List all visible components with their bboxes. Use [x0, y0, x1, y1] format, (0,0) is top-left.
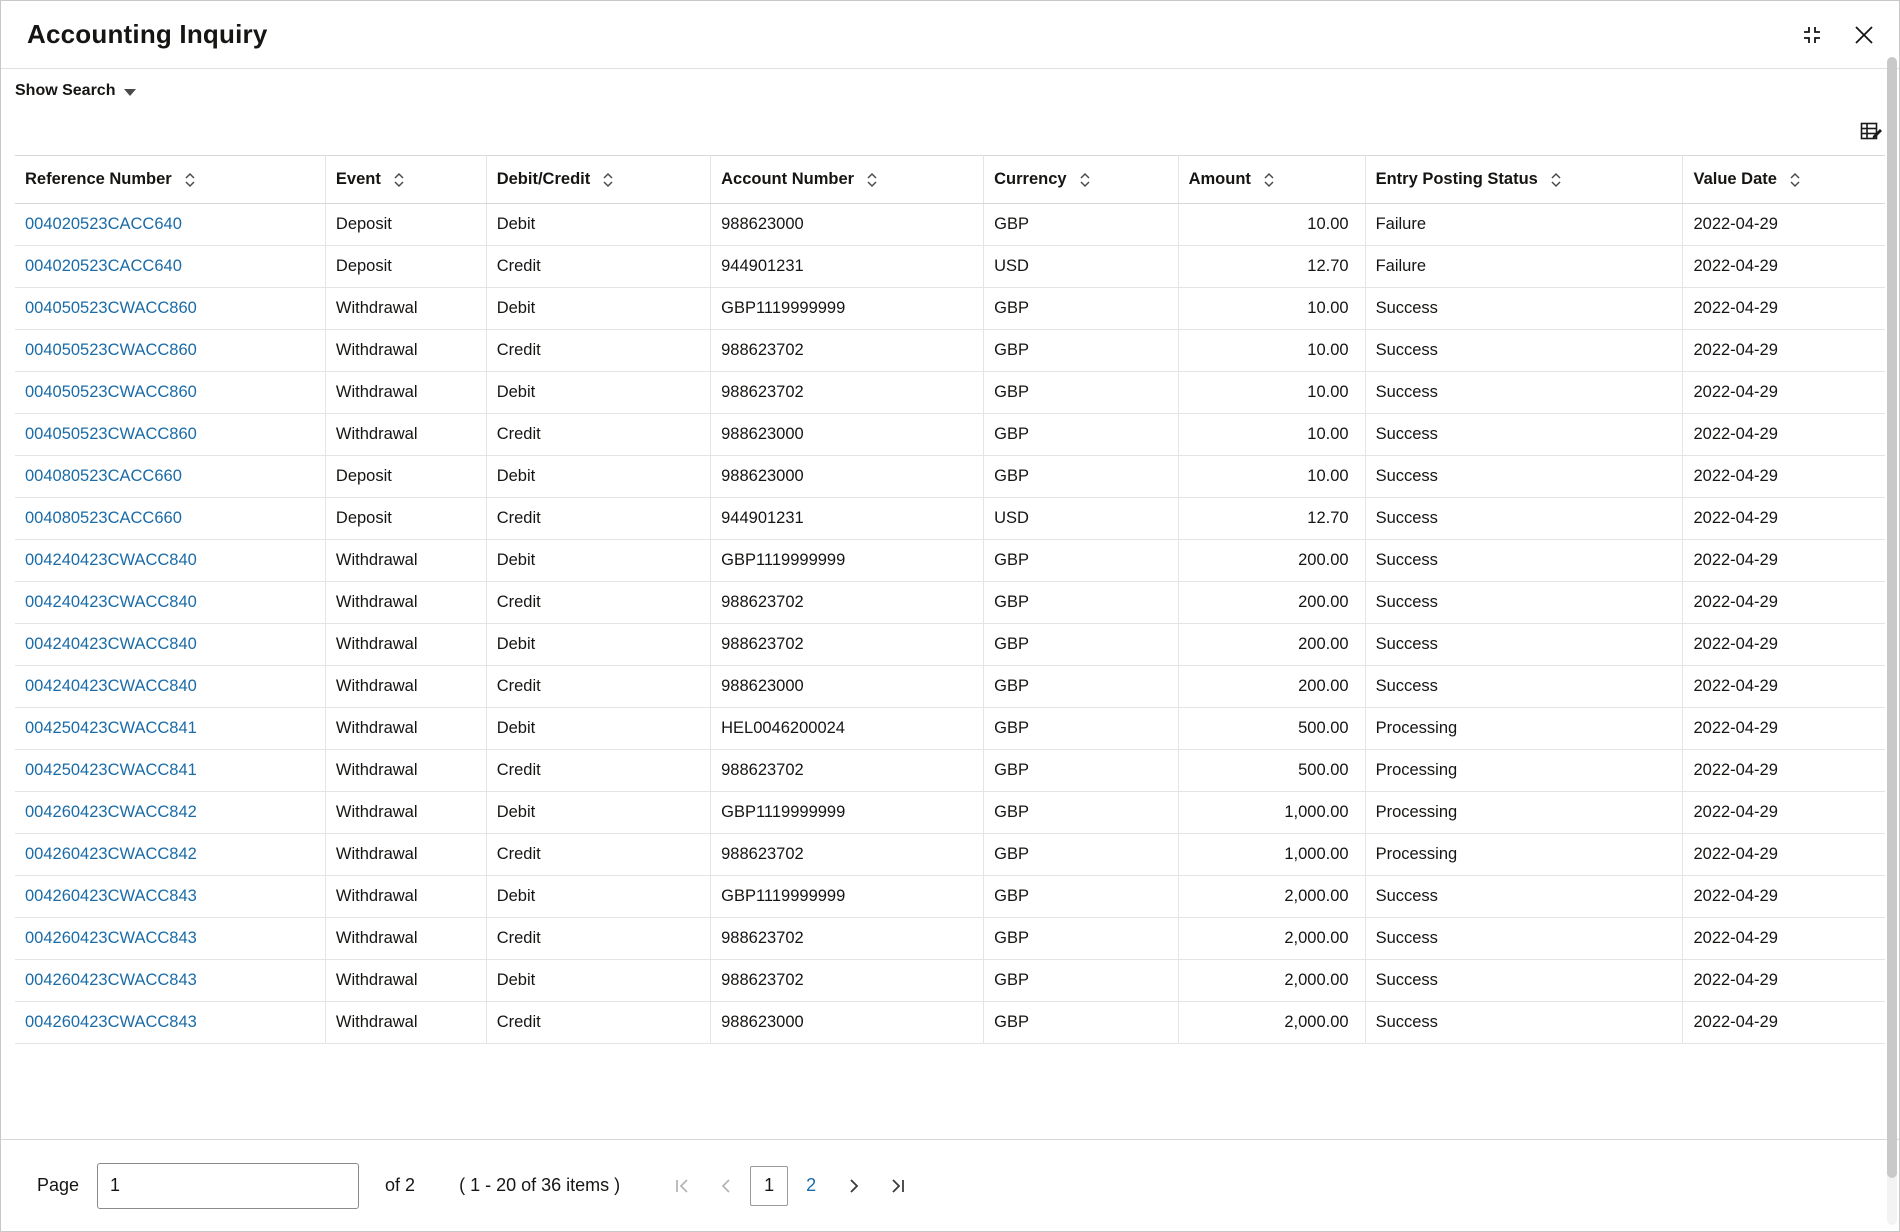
cell-entry_posting_status: Success	[1365, 414, 1683, 456]
cell-debit_credit: Debit	[486, 204, 710, 246]
cell-amount: 10.00	[1178, 414, 1365, 456]
sort-icon[interactable]	[392, 171, 406, 189]
cell-debit_credit: Debit	[486, 372, 710, 414]
column-label: Currency	[994, 170, 1067, 188]
table-row	[15, 960, 1885, 1002]
column-header-account-number[interactable]	[711, 156, 984, 204]
table-row	[15, 792, 1885, 834]
cell-reference_number[interactable]	[15, 666, 325, 708]
sort-icon[interactable]	[1078, 171, 1092, 189]
cell-value_date: 2022-04-29	[1683, 414, 1885, 456]
cell-amount: 10.00	[1178, 288, 1365, 330]
cell-value_date: 2022-04-29	[1683, 750, 1885, 792]
cell-amount: 200.00	[1178, 540, 1365, 582]
reference-number-link[interactable]: 004250423CWACC841	[25, 719, 197, 737]
cell-entry_posting_status: Success	[1365, 960, 1683, 1002]
sort-icon[interactable]	[601, 171, 615, 189]
cell-entry_posting_status: Failure	[1365, 204, 1683, 246]
cell-amount: 2,000.00	[1178, 1002, 1365, 1044]
cell-entry_posting_status: Success	[1365, 666, 1683, 708]
cell-reference_number[interactable]	[15, 1002, 325, 1044]
column-label: Entry Posting Status	[1375, 170, 1538, 188]
cell-currency: GBP	[984, 204, 1178, 246]
cell-currency: GBP	[984, 582, 1178, 624]
cell-currency: GBP	[984, 288, 1178, 330]
reference-number-link[interactable]: 004260423CWACC843	[25, 929, 197, 947]
cell-event: Withdrawal	[325, 1002, 486, 1044]
page-button-2[interactable]: 2	[792, 1166, 830, 1206]
cell-debit_credit: Debit	[486, 288, 710, 330]
table-row	[15, 204, 1885, 246]
column-label: Value Date	[1693, 170, 1777, 188]
table-row	[15, 918, 1885, 960]
cell-currency: GBP	[984, 750, 1178, 792]
show-search-toggle[interactable]	[15, 82, 136, 100]
cell-account_number: 988623702	[711, 330, 984, 372]
reference-number-link[interactable]: 004260423CWACC843	[25, 971, 197, 989]
chevron-down-icon	[124, 89, 136, 96]
column-label: Debit/Credit	[496, 170, 591, 188]
reference-number-link[interactable]: 004020523CACC640	[25, 257, 182, 275]
column-label: Event	[335, 170, 381, 188]
cell-amount: 10.00	[1178, 456, 1365, 498]
vertical-scrollbar[interactable]	[1887, 57, 1897, 1225]
cell-entry_posting_status: Success	[1365, 498, 1683, 540]
cell-value_date: 2022-04-29	[1683, 540, 1885, 582]
reference-number-link[interactable]: 004240423CWACC840	[25, 677, 197, 695]
cell-debit_credit: Credit	[486, 834, 710, 876]
cell-entry_posting_status: Success	[1365, 1002, 1683, 1044]
cell-currency: GBP	[984, 372, 1178, 414]
cell-value_date: 2022-04-29	[1683, 498, 1885, 540]
cell-account_number: 988623702	[711, 624, 984, 666]
page-title: Accounting Inquiry	[27, 19, 268, 49]
cell-entry_posting_status: Processing	[1365, 708, 1683, 750]
cell-debit_credit: Credit	[486, 330, 710, 372]
table-header	[15, 156, 1885, 204]
column-header-amount[interactable]	[1178, 156, 1365, 204]
cell-reference_number[interactable]	[15, 372, 325, 414]
cell-debit_credit: Debit	[486, 456, 710, 498]
column-header-entry-posting-status[interactable]	[1365, 156, 1683, 204]
cell-event: Withdrawal	[325, 834, 486, 876]
table-row	[15, 330, 1885, 372]
first-page-icon[interactable]	[662, 1166, 702, 1206]
cell-account_number: HEL0046200024	[711, 708, 984, 750]
sort-icon[interactable]	[183, 171, 197, 189]
reference-number-link[interactable]: 004260423CWACC843	[25, 1013, 197, 1031]
cell-account_number: 988623000	[711, 666, 984, 708]
column-header-value-date[interactable]	[1683, 156, 1885, 204]
cell-value_date: 2022-04-29	[1683, 582, 1885, 624]
cell-amount: 12.70	[1178, 498, 1365, 540]
cell-amount: 200.00	[1178, 666, 1365, 708]
pagination-bar	[1, 1139, 1899, 1231]
close-icon[interactable]	[1851, 22, 1877, 48]
cell-entry_posting_status: Processing	[1365, 792, 1683, 834]
cell-debit_credit: Credit	[486, 414, 710, 456]
cell-entry_posting_status: Success	[1365, 624, 1683, 666]
table-row	[15, 414, 1885, 456]
cell-value_date: 2022-04-29	[1683, 834, 1885, 876]
reference-number-link[interactable]: 004260423CWACC843	[25, 887, 197, 905]
cell-value_date: 2022-04-29	[1683, 960, 1885, 1002]
cell-entry_posting_status: Success	[1365, 582, 1683, 624]
cell-amount: 10.00	[1178, 330, 1365, 372]
cell-event: Withdrawal	[325, 876, 486, 918]
reference-number-link[interactable]: 004260423CWACC842	[25, 803, 197, 821]
cell-account_number: 988623000	[711, 204, 984, 246]
items-range-label: ( 1 - 20 of 36 items )	[459, 1175, 621, 1195]
reference-number-link[interactable]: 004050523CWACC860	[25, 425, 197, 443]
cell-amount: 10.00	[1178, 204, 1365, 246]
cell-amount: 200.00	[1178, 582, 1365, 624]
cell-event: Withdrawal	[325, 624, 486, 666]
cell-entry_posting_status: Success	[1365, 918, 1683, 960]
show-search-label: Show Search	[15, 82, 116, 99]
sort-icon[interactable]	[1262, 171, 1276, 189]
cell-value_date: 2022-04-29	[1683, 708, 1885, 750]
cell-account_number: 988623702	[711, 960, 984, 1002]
cell-reference_number[interactable]	[15, 414, 325, 456]
cell-event: Withdrawal	[325, 288, 486, 330]
cell-value_date: 2022-04-29	[1683, 792, 1885, 834]
cell-value_date: 2022-04-29	[1683, 204, 1885, 246]
cell-entry_posting_status: Success	[1365, 330, 1683, 372]
cell-amount: 10.00	[1178, 372, 1365, 414]
cell-account_number: 988623702	[711, 372, 984, 414]
cell-reference_number[interactable]	[15, 582, 325, 624]
cell-event: Withdrawal	[325, 540, 486, 582]
table-row	[15, 498, 1885, 540]
cell-debit_credit: Credit	[486, 582, 710, 624]
cell-value_date: 2022-04-29	[1683, 918, 1885, 960]
cell-reference_number[interactable]	[15, 498, 325, 540]
cell-reference_number[interactable]	[15, 288, 325, 330]
cell-amount: 2,000.00	[1178, 876, 1365, 918]
page-button-1[interactable]: 1	[750, 1166, 788, 1206]
cell-event: Withdrawal	[325, 750, 486, 792]
cell-amount: 1,000.00	[1178, 834, 1365, 876]
cell-event: Deposit	[325, 456, 486, 498]
previous-page-icon[interactable]	[706, 1166, 746, 1206]
cell-reference_number[interactable]	[15, 750, 325, 792]
cell-currency: GBP	[984, 708, 1178, 750]
cell-event: Deposit	[325, 498, 486, 540]
cell-debit_credit: Credit	[486, 750, 710, 792]
cell-debit_credit: Credit	[486, 1002, 710, 1044]
cell-currency: GBP	[984, 540, 1178, 582]
cell-debit_credit: Debit	[486, 960, 710, 1002]
cell-account_number: 988623702	[711, 918, 984, 960]
reference-number-link[interactable]: 004260423CWACC842	[25, 845, 197, 863]
cell-debit_credit: Credit	[486, 498, 710, 540]
reference-number-link[interactable]: 004050523CWACC860	[25, 299, 197, 317]
table-row	[15, 750, 1885, 792]
cell-account_number: GBP1119999999	[711, 876, 984, 918]
cell-value_date: 2022-04-29	[1683, 1002, 1885, 1044]
table-row	[15, 288, 1885, 330]
cell-debit_credit: Debit	[486, 792, 710, 834]
cell-value_date: 2022-04-29	[1683, 876, 1885, 918]
cell-reference_number[interactable]	[15, 540, 325, 582]
cell-amount: 500.00	[1178, 750, 1365, 792]
column-label: Reference Number	[25, 170, 172, 188]
cell-event: Withdrawal	[325, 666, 486, 708]
cell-event: Deposit	[325, 204, 486, 246]
table-settings-icon[interactable]	[1859, 120, 1883, 149]
cell-reference_number[interactable]	[15, 456, 325, 498]
table-row	[15, 1002, 1885, 1044]
cell-amount: 2,000.00	[1178, 918, 1365, 960]
cell-debit_credit: Credit	[486, 666, 710, 708]
cell-value_date: 2022-04-29	[1683, 288, 1885, 330]
column-header-debit-credit[interactable]	[486, 156, 710, 204]
cell-value_date: 2022-04-29	[1683, 624, 1885, 666]
reference-number-link[interactable]: 004020523CACC640	[25, 215, 182, 233]
table-row	[15, 708, 1885, 750]
column-header-currency[interactable]	[984, 156, 1178, 204]
cell-event: Withdrawal	[325, 708, 486, 750]
cell-currency: USD	[984, 498, 1178, 540]
cell-debit_credit: Debit	[486, 876, 710, 918]
cell-account_number: 988623702	[711, 834, 984, 876]
reference-number-link[interactable]: 004050523CWACC860	[25, 341, 197, 359]
pager-controls	[662, 1166, 918, 1206]
table-row	[15, 666, 1885, 708]
cell-currency: GBP	[984, 876, 1178, 918]
column-header-reference-number[interactable]	[15, 156, 325, 204]
cell-account_number: 988623000	[711, 1002, 984, 1044]
reference-number-link[interactable]: 004080523CACC660	[25, 509, 182, 527]
reference-number-link[interactable]: 004240423CWACC840	[25, 593, 197, 611]
cell-event: Withdrawal	[325, 918, 486, 960]
cell-reference_number[interactable]	[15, 876, 325, 918]
search-toggle-row	[1, 69, 1899, 113]
table-body	[15, 204, 1885, 1044]
cell-currency: GBP	[984, 960, 1178, 1002]
cell-currency: GBP	[984, 918, 1178, 960]
cell-value_date: 2022-04-29	[1683, 456, 1885, 498]
cell-event: Withdrawal	[325, 960, 486, 1002]
cell-reference_number[interactable]	[15, 834, 325, 876]
cell-debit_credit: Debit	[486, 540, 710, 582]
cell-account_number: GBP1119999999	[711, 540, 984, 582]
cell-entry_posting_status: Failure	[1365, 246, 1683, 288]
cell-account_number: 988623000	[711, 414, 984, 456]
cell-currency: GBP	[984, 834, 1178, 876]
cell-entry_posting_status: Processing	[1365, 834, 1683, 876]
column-label: Amount	[1188, 170, 1251, 188]
cell-event: Withdrawal	[325, 330, 486, 372]
cell-value_date: 2022-04-29	[1683, 330, 1885, 372]
cell-account_number: GBP1119999999	[711, 792, 984, 834]
cell-reference_number[interactable]	[15, 246, 325, 288]
cell-currency: GBP	[984, 414, 1178, 456]
accounting-entries-table	[15, 155, 1885, 1044]
cell-debit_credit: Credit	[486, 246, 710, 288]
table-row	[15, 246, 1885, 288]
cell-amount: 200.00	[1178, 624, 1365, 666]
cell-reference_number[interactable]	[15, 918, 325, 960]
cell-debit_credit: Debit	[486, 624, 710, 666]
table-row	[15, 540, 1885, 582]
cell-account_number: 944901231	[711, 498, 984, 540]
next-page-icon[interactable]	[834, 1166, 874, 1206]
cell-reference_number[interactable]	[15, 204, 325, 246]
cell-currency: GBP	[984, 666, 1178, 708]
table-header-row	[15, 156, 1885, 204]
window-titlebar	[1, 1, 1899, 69]
cell-currency: GBP	[984, 456, 1178, 498]
sort-icon[interactable]	[1788, 171, 1802, 189]
table-toolbar	[1, 113, 1899, 155]
scrollbar-thumb[interactable]	[1887, 57, 1897, 1178]
cell-reference_number[interactable]	[15, 624, 325, 666]
cell-account_number: 988623702	[711, 582, 984, 624]
cell-entry_posting_status: Success	[1365, 372, 1683, 414]
cell-amount: 500.00	[1178, 708, 1365, 750]
last-page-icon[interactable]	[878, 1166, 918, 1206]
cell-entry_posting_status: Success	[1365, 456, 1683, 498]
reference-number-link[interactable]: 004240423CWACC840	[25, 551, 197, 569]
cell-reference_number[interactable]	[15, 708, 325, 750]
page-number-input[interactable]	[97, 1163, 359, 1209]
cell-entry_posting_status: Success	[1365, 288, 1683, 330]
table-row	[15, 582, 1885, 624]
cell-reference_number[interactable]	[15, 330, 325, 372]
cell-currency: GBP	[984, 792, 1178, 834]
cell-currency: GBP	[984, 624, 1178, 666]
cell-entry_posting_status: Success	[1365, 540, 1683, 582]
cell-account_number: 988623000	[711, 456, 984, 498]
cell-value_date: 2022-04-29	[1683, 666, 1885, 708]
reference-number-link[interactable]: 004050523CWACC860	[25, 383, 197, 401]
column-label: Account Number	[721, 170, 855, 188]
cell-amount: 12.70	[1178, 246, 1365, 288]
cell-reference_number[interactable]	[15, 792, 325, 834]
cell-currency: USD	[984, 246, 1178, 288]
cell-debit_credit: Credit	[486, 918, 710, 960]
collapse-icon[interactable]	[1799, 22, 1825, 48]
cell-currency: GBP	[984, 330, 1178, 372]
cell-account_number: GBP1119999999	[711, 288, 984, 330]
column-header-event[interactable]	[325, 156, 486, 204]
total-pages-label: of 2	[385, 1175, 416, 1195]
table-row	[15, 876, 1885, 918]
cell-event: Withdrawal	[325, 414, 486, 456]
table-row	[15, 834, 1885, 876]
cell-currency: GBP	[984, 1002, 1178, 1044]
cell-reference_number[interactable]	[15, 960, 325, 1002]
cell-debit_credit: Debit	[486, 708, 710, 750]
reference-number-link[interactable]: 004080523CACC660	[25, 467, 182, 485]
page-label: Page	[37, 1175, 80, 1195]
sort-icon[interactable]	[865, 171, 879, 189]
cell-entry_posting_status: Success	[1365, 876, 1683, 918]
cell-event: Withdrawal	[325, 792, 486, 834]
cell-event: Withdrawal	[325, 582, 486, 624]
cell-entry_posting_status: Processing	[1365, 750, 1683, 792]
table-row	[15, 372, 1885, 414]
cell-value_date: 2022-04-29	[1683, 372, 1885, 414]
cell-amount: 2,000.00	[1178, 960, 1365, 1002]
table-row	[15, 456, 1885, 498]
cell-account_number: 944901231	[711, 246, 984, 288]
reference-number-link[interactable]: 004250423CWACC841	[25, 761, 197, 779]
table-row	[15, 624, 1885, 666]
cell-event: Deposit	[325, 246, 486, 288]
window-controls	[1799, 22, 1877, 48]
cell-account_number: 988623702	[711, 750, 984, 792]
reference-number-link[interactable]: 004240423CWACC840	[25, 635, 197, 653]
results-table-container	[1, 155, 1899, 1139]
cell-amount: 1,000.00	[1178, 792, 1365, 834]
cell-value_date: 2022-04-29	[1683, 246, 1885, 288]
sort-icon[interactable]	[1549, 171, 1563, 189]
cell-event: Withdrawal	[325, 372, 486, 414]
